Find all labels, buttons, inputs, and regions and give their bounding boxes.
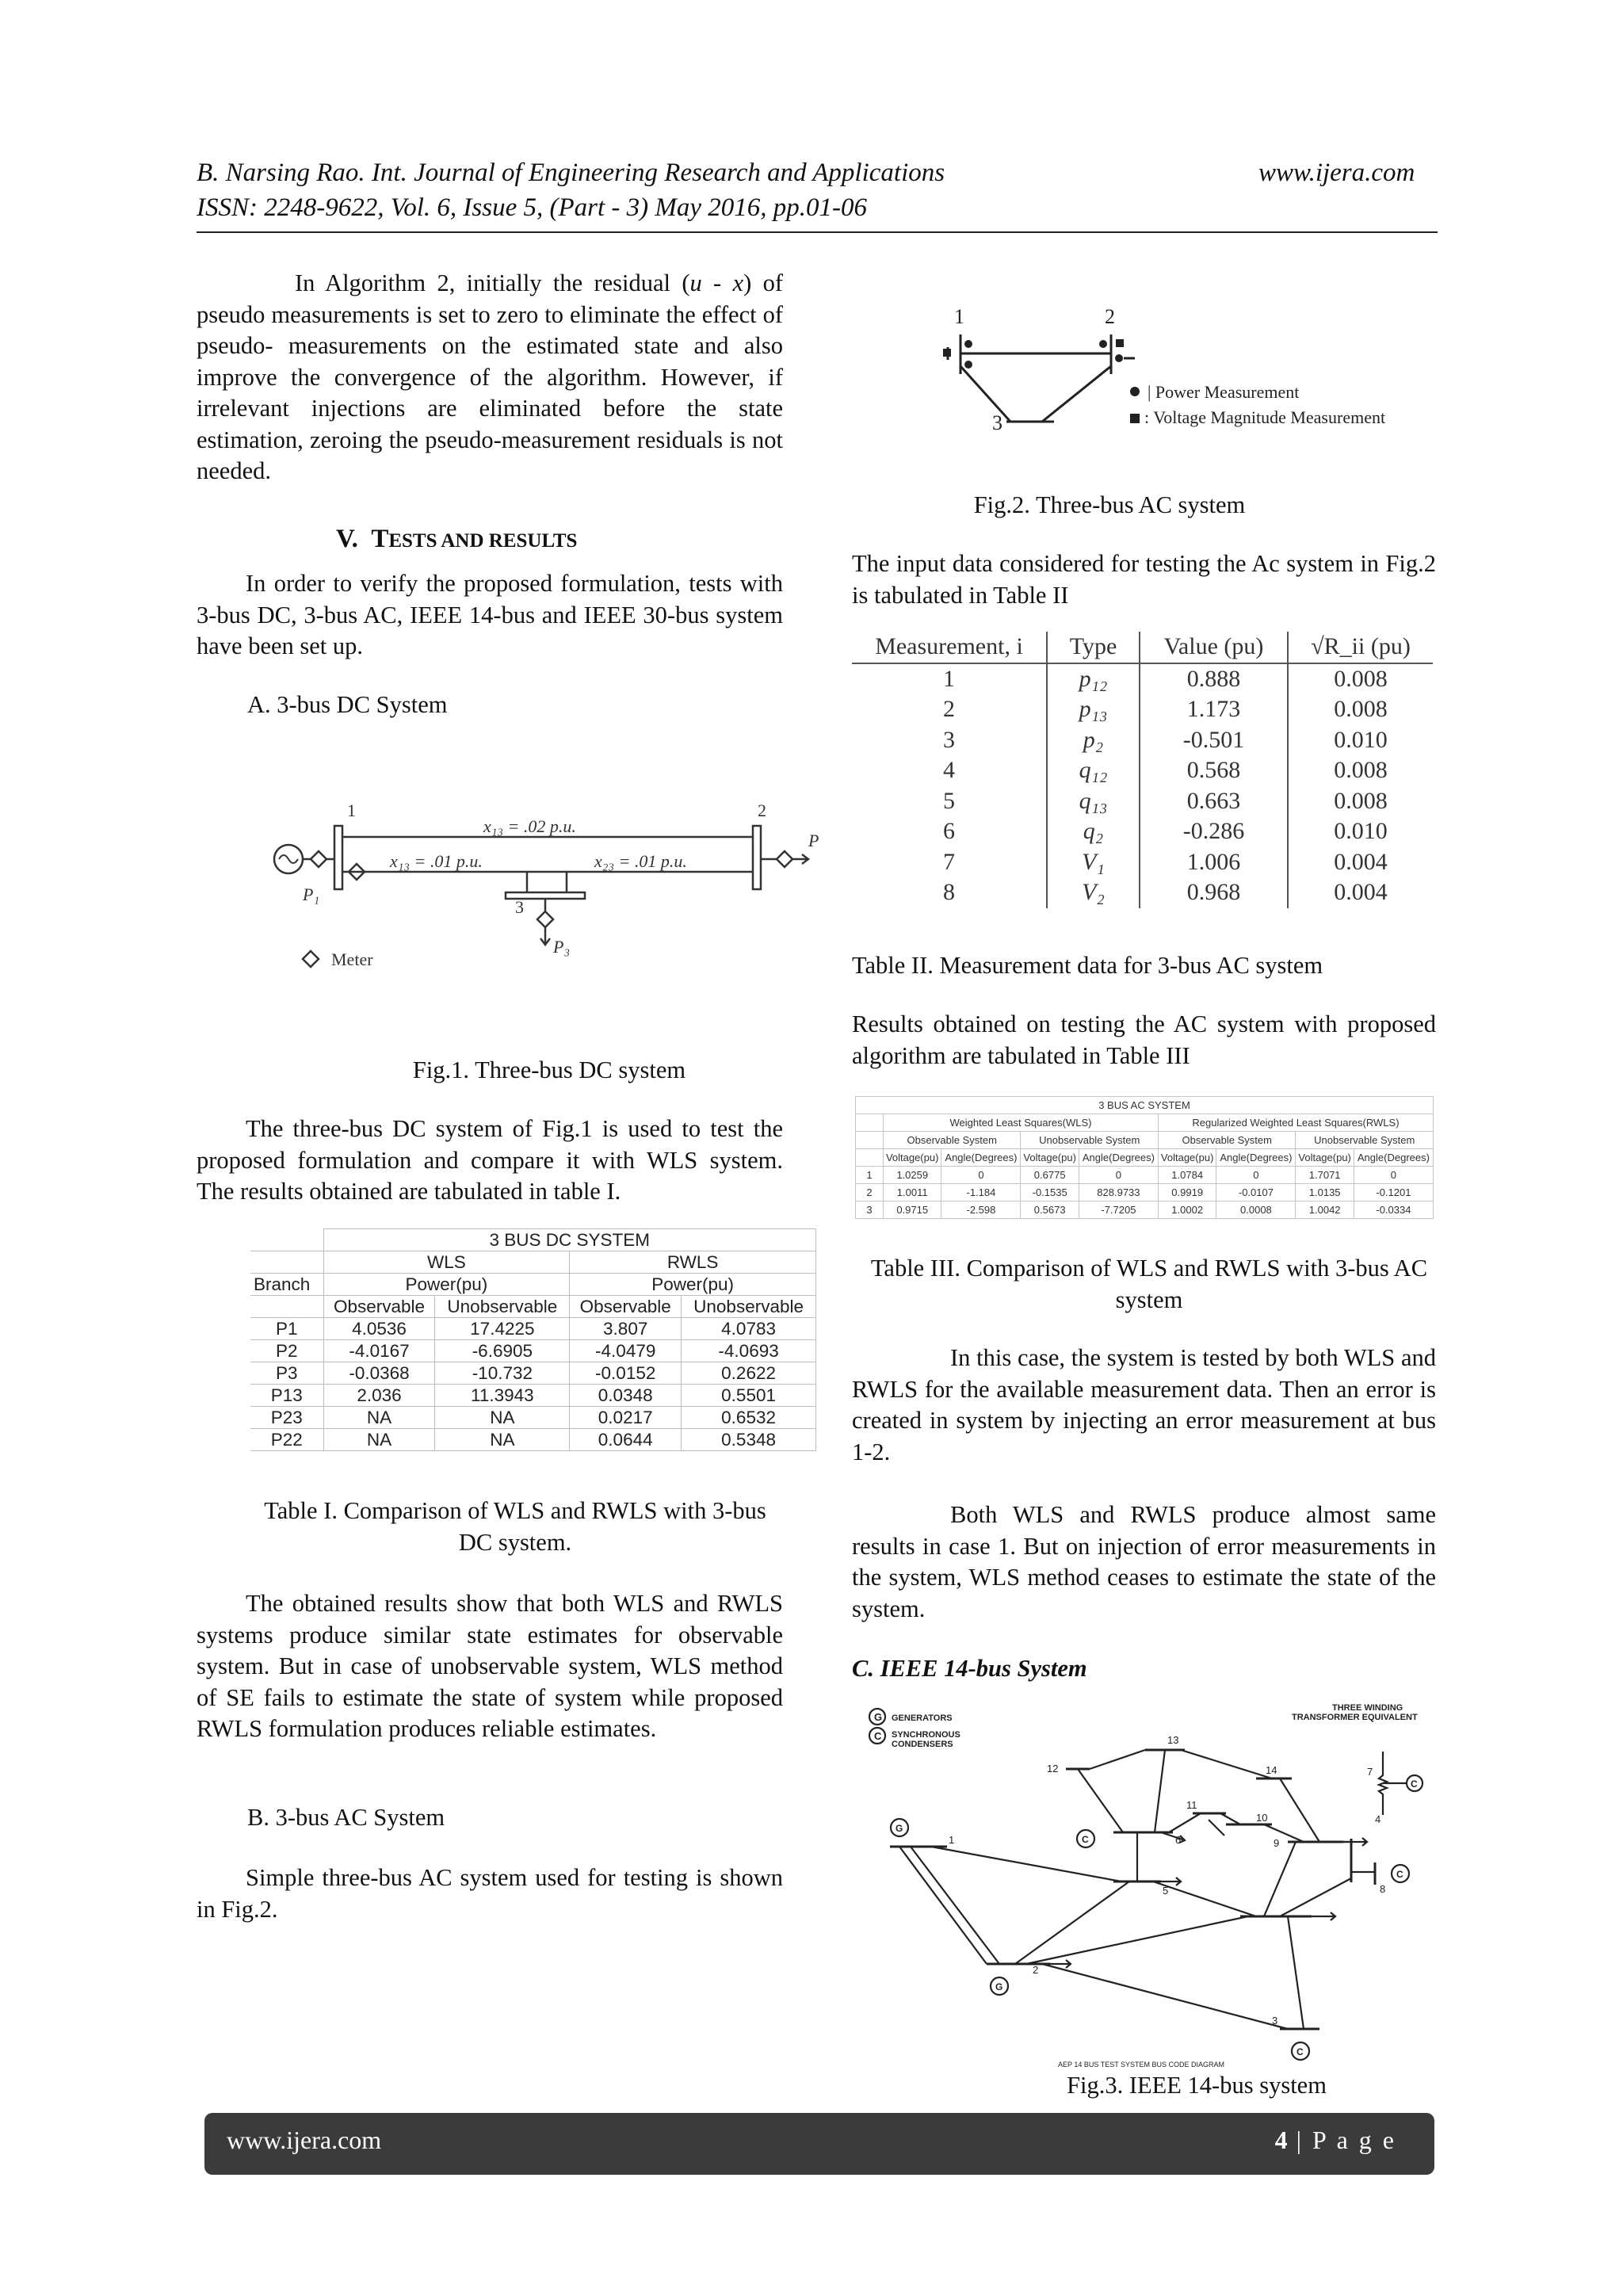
table1-cell: 4.0783 (682, 1318, 816, 1340)
table3-cell: 1 (856, 1167, 884, 1184)
table1-cell: NA (435, 1407, 570, 1429)
table1-cell: 4.0536 (323, 1318, 435, 1340)
table3-cell: 1.0259 (884, 1167, 941, 1184)
table3-cell: 1.0002 (1158, 1201, 1216, 1219)
table1-cell: 0.5501 (682, 1385, 816, 1407)
fig2-power-meter-icon (964, 340, 972, 348)
table1-rwls-obs: Observable (570, 1296, 682, 1318)
table1-cell: P1 (250, 1318, 323, 1340)
subsection-c: C. IEEE 14-bus System (852, 1655, 1087, 1682)
table1-branch-header: Branch (250, 1274, 323, 1296)
table2-cell: 1 (852, 663, 1047, 695)
para1-text-a: In Algorithm 2, initially the residual ( (295, 269, 690, 296)
fig2-bus1-label: 1 (954, 305, 964, 328)
para4-text: The obtained results show that both WLS and RWLS systems produce similar state estimates for observable system. But in case of unobservable system, WLS method of SE fails to estimate the state of system while proposed RWLS formulation produces reliable estimates. (197, 1590, 783, 1742)
section-title-rest: ESTS AND RESULTS (388, 530, 578, 552)
table2-cell: p₁₃ (1047, 694, 1140, 725)
fig3-caption: Fig.3. IEEE 14-bus system (1067, 2072, 1327, 2099)
section-heading (336, 525, 577, 554)
page-footer (204, 2113, 1434, 2175)
fig3-line-6-13 (1155, 1750, 1165, 1832)
fig2-power-meter-icon (964, 361, 972, 369)
table2-cell: 0.010 (1334, 726, 1388, 753)
para5-text: Simple three-bus AC system used for testing is shown in Fig.2. (197, 1864, 783, 1923)
fig3-line-12-13 (1090, 1750, 1145, 1769)
fig3-ieee14-diagram (860, 1696, 1454, 2073)
fig3-bus-label-12: 12 (1047, 1763, 1059, 1775)
table3-cell: 0.6775 (1021, 1167, 1079, 1184)
table2-cell: 7 (852, 847, 1047, 878)
fig3-line-4-5 (1153, 1881, 1256, 1916)
table-row (250, 1429, 816, 1451)
fig3-line-13-14 (1181, 1750, 1272, 1778)
table-2-measurement-data (852, 632, 1433, 908)
table3-cell: 0 (941, 1167, 1021, 1184)
fig3-bus-label-13: 13 (1167, 1734, 1179, 1746)
fig2-legend-voltage-label: : Voltage Magnitude Measurement (1144, 407, 1386, 427)
fig3-twe-line1: THREE WINDING (1332, 1703, 1403, 1713)
table3-title: 3 BUS AC SYSTEM (856, 1097, 1434, 1114)
table-row (852, 786, 1433, 817)
fig3-legend-c-letter: C (874, 1730, 882, 1742)
table2-cell: V₂ (1047, 877, 1140, 908)
para6-text: The input data considered for testing the Ac system in Fig.2 is tabulated in Table II (852, 550, 1436, 609)
table3-wls-unobs: Unobservable System (1021, 1132, 1158, 1149)
table3-cell: 2 (856, 1184, 884, 1201)
fig3-legend-generators: GENERATORS (892, 1713, 953, 1723)
table1-cell: -4.0479 (570, 1340, 682, 1362)
fig3-legend-synchronous: SYNCHRONOUS (892, 1730, 960, 1740)
left-para-1 (197, 268, 783, 487)
table-row (250, 1407, 816, 1429)
table2-cell: -0.501 (1140, 725, 1288, 756)
table-row (852, 816, 1433, 847)
table3-cell: 1.7071 (1296, 1167, 1354, 1184)
table2-cell: 0.004 (1334, 848, 1388, 875)
table3-cell: 1.0784 (1158, 1167, 1216, 1184)
fig3-line-9-14 (1280, 1778, 1319, 1842)
table3-cell: 828.9733 (1079, 1184, 1158, 1201)
table3-caption: Table III. Comparison of WLS and RWLS with 3-bus AC system (870, 1255, 1428, 1313)
table3-volt-header: Voltage(pu) (1021, 1149, 1079, 1167)
table2-cell: 0.008 (1334, 665, 1388, 692)
running-header-site: www.ijera.com (1258, 159, 1415, 187)
table3-cell: -0.1201 (1354, 1184, 1433, 1201)
fig2-power-meter-icon (1099, 340, 1107, 348)
fig1-x13-label: x₁₃ = .01 p.u. (390, 851, 483, 871)
para7-text: Results obtained on testing the AC system with proposed algorithm are tabulated in Table III (852, 1010, 1436, 1069)
table1-caption: Table I. Comparison of WLS and RWLS with 3-bus DC system. (264, 1497, 766, 1556)
table2-cell: 0.008 (1334, 787, 1388, 814)
fig3-line-4-9 (1264, 1842, 1296, 1916)
fig3-line-6-12 (1078, 1769, 1123, 1832)
table1-cell: NA (435, 1429, 570, 1451)
fig3-legend-g-letter: G (874, 1711, 883, 1723)
table2-cell: 0.010 (1334, 818, 1388, 845)
table1-cell: 3.807 (570, 1318, 682, 1340)
table1-cell: -0.0368 (323, 1362, 435, 1385)
table1-cell: 17.4225 (435, 1318, 570, 1340)
table1-cell: 0.5348 (682, 1429, 816, 1451)
fig2-ac-system-diagram (927, 303, 1482, 453)
fig1-meter-legend-icon (303, 951, 319, 967)
left-para-2 (197, 568, 783, 663)
table2-cell: 8 (852, 877, 1047, 908)
table3-rwls-unobs: Unobservable System (1296, 1132, 1434, 1149)
table2-cell: -0.286 (1140, 816, 1288, 847)
fig1-meter-p1-icon (311, 851, 327, 867)
fig3-line-9-10 (1264, 1824, 1304, 1842)
table3-cell: 1.0011 (884, 1184, 941, 1201)
table-row (250, 1362, 816, 1385)
section-number: V. (336, 525, 358, 553)
table2-cell: 0.968 (1140, 877, 1288, 908)
table1-cell: NA (323, 1429, 435, 1451)
fig3-bus-label-3: 3 (1272, 2015, 1278, 2027)
fig3-bus-label-14: 14 (1266, 1764, 1277, 1776)
subsection-a: A. 3-bus DC System (247, 691, 448, 718)
fig1-p2-label: P (808, 831, 819, 850)
fig3-line-6-11 (1169, 1813, 1201, 1832)
table3-cell: 0 (1079, 1167, 1158, 1184)
para1-math-ux: u - x (689, 269, 744, 296)
table3-cell: -2.598 (941, 1201, 1021, 1219)
table2-header-rii: √R_ii (pu) (1288, 632, 1433, 663)
table3-rwls-obs: Observable System (1158, 1132, 1295, 1149)
fig3-line-2-3 (1042, 1964, 1288, 2029)
table1-cell: 0.6532 (682, 1407, 816, 1429)
fig2-voltage-meter-1-icon (943, 349, 951, 357)
table1-wls-unobs: Unobservable (435, 1296, 570, 1318)
table-row (852, 694, 1433, 725)
para3-text: The three-bus DC system of Fig.1 is used to test the proposed formulation and compare it with WLS system. The results obtained are tabulated in table I. (197, 1115, 783, 1205)
table1-cell: 0.0644 (570, 1429, 682, 1451)
fig1-p3-label: P₃ (553, 937, 571, 957)
right-para-7 (852, 1009, 1436, 1072)
table2-cell: 0.004 (1334, 879, 1388, 906)
table-row (852, 847, 1433, 878)
table2-cell: 0.568 (1140, 755, 1288, 786)
para1-text-b: ) of pseudo measurements is set to zero to eliminate the effect of pseudo- measurements on the estimated state and also improve the convergence of the algorithm. However, if irrelevant injections are eliminated before the state estimation, zeroing the pseudo-measurement residuals is not needed. (197, 269, 783, 484)
table2-cell: 3 (852, 725, 1047, 756)
table1-rwls-power: Power(pu) (570, 1274, 816, 1296)
section-title-initial: T (371, 525, 389, 553)
table-row (250, 1340, 816, 1362)
table2-cell: p₁₂ (1047, 663, 1140, 695)
table3-volt-header: Voltage(pu) (1296, 1149, 1354, 1167)
left-para-4 (197, 1588, 783, 1745)
para8-text: In this case, the system is tested by both WLS and RWLS for the available measurement data. Then an error is created in system by injecting an error measurement at bus 1-2. (852, 1344, 1436, 1465)
table2-cell: q₁₂ (1047, 755, 1140, 786)
fig1-p1-label: P₁ (303, 884, 320, 904)
fig2-legend-power-icon (1130, 387, 1140, 396)
table2-cell: 1.006 (1140, 847, 1288, 878)
left-para-3 (197, 1114, 783, 1208)
table3-wls-obs: Observable System (884, 1132, 1021, 1149)
table2-cell: 0.888 (1140, 663, 1288, 695)
table1-cell: P2 (250, 1340, 323, 1362)
table2-header-measurement: Measurement, i (852, 632, 1047, 663)
fig2-bus3-label: 3 (992, 411, 1002, 434)
fig2-line-13 (960, 366, 1010, 422)
fig3-line-2-5 (1015, 1881, 1129, 1964)
fig2-caption: Fig.2. Three-bus AC system (973, 491, 1246, 518)
table1-cell: -10.732 (435, 1362, 570, 1385)
table1-cell: 0.2622 (682, 1362, 816, 1385)
fig3-bus-label-5: 5 (1163, 1885, 1169, 1897)
fig3-line-1-2 (899, 1847, 987, 1964)
fig3-legend-condensers: CONDENSERS (892, 1740, 953, 1749)
table1-cell: 0.0348 (570, 1385, 682, 1407)
fig3-bus-label-1: 1 (949, 1834, 955, 1846)
table3-cell: 0.0008 (1216, 1201, 1296, 1219)
fig1-meter-p3-icon (537, 911, 553, 927)
table3-rwls-header: Regularized Weighted Least Squares(RWLS) (1158, 1114, 1433, 1132)
fig3-cond3-letter: C (1296, 2046, 1304, 2057)
table3-cell: 0.9715 (884, 1201, 941, 1219)
fig3-bus-label-10: 10 (1256, 1812, 1268, 1824)
fig3-cond8-letter: C (1396, 1869, 1403, 1880)
table2-cell: 0.008 (1334, 757, 1388, 784)
fig2-legend-power-label: | Power Measurement (1148, 382, 1300, 402)
para2-text: In order to verify the proposed formulation, tests with 3-bus DC, 3-bus AC, IEEE 14-bus and IEEE 30-bus system have been set up. (197, 570, 783, 659)
table2-cell: 0.008 (1334, 696, 1388, 723)
table2-cell: q₂ (1047, 816, 1140, 847)
table-row (852, 725, 1433, 756)
table-3-ac-results (855, 1096, 1434, 1219)
table3-wls-header: Weighted Least Squares(WLS) (884, 1114, 1159, 1132)
fig1-bus2-label: 2 (758, 800, 766, 820)
table2-caption (852, 950, 1436, 982)
table1-cell: 11.3943 (435, 1385, 570, 1407)
fig1-bus3-label: 3 (515, 897, 524, 917)
fig3-bus-label-8: 8 (1380, 1883, 1386, 1895)
para9-text: Both WLS and RWLS produce almost same results in case 1. But on injection of error measurements in the system, WLS method ceases to estimate the state of the system. (852, 1501, 1436, 1622)
fig2-line-23 (1042, 366, 1111, 422)
table1-rwls-header: RWLS (570, 1251, 816, 1274)
table1-rwls-unobs: Unobservable (682, 1296, 816, 1318)
table1-cell: P13 (250, 1385, 323, 1407)
fig3-line-10-11 (1220, 1813, 1240, 1824)
table3-cell: 3 (856, 1201, 884, 1219)
table-row (852, 877, 1433, 908)
table3-angle-header: Angle(Degrees) (1079, 1149, 1158, 1167)
table-row (852, 755, 1433, 786)
fig2-voltage-meter-2-icon (1116, 339, 1124, 347)
fig3-line-1-5 (931, 1847, 1121, 1881)
fig3-bus-label-9: 9 (1274, 1837, 1280, 1849)
table3-cell: 0 (1354, 1167, 1433, 1184)
table-row (250, 1318, 816, 1340)
fig1-dc-system-diagram (254, 793, 872, 975)
table3-angle-header: Angle(Degrees) (1216, 1149, 1296, 1167)
table3-cell: -0.0107 (1216, 1184, 1296, 1201)
table1-wls-obs: Observable (323, 1296, 435, 1318)
right-para-8 (852, 1343, 1436, 1468)
table1-cell: -4.0693 (682, 1340, 816, 1362)
fig1-caption: Fig.1. Three-bus DC system (412, 1056, 686, 1083)
table2-cell: 6 (852, 816, 1047, 847)
table1-cell: P22 (250, 1429, 323, 1451)
fig1-bus1-bar (334, 826, 342, 889)
table1-title: 3 BUS DC SYSTEM (323, 1229, 815, 1251)
fig1-meter-legend-label: Meter (331, 949, 373, 969)
table2-cell: 2 (852, 694, 1047, 725)
table1-wls-header: WLS (323, 1251, 570, 1274)
header-rule (197, 231, 1438, 233)
table-row (852, 663, 1433, 695)
table-row (856, 1167, 1434, 1184)
table2-cell: V₁ (1047, 847, 1140, 878)
table3-cell: -0.1535 (1021, 1184, 1079, 1201)
table1-cell: 2.036 (323, 1385, 435, 1407)
table2-caption-text: Table II. Measurement data for 3-bus AC system (852, 952, 1323, 979)
fig3-bus-label-11: 11 (1186, 1799, 1197, 1811)
fig3-gen2-letter: G (995, 1981, 1003, 1992)
fig1-bus2-bar (753, 826, 761, 889)
fig3-bus-label-4: 4 (1375, 1813, 1381, 1825)
table-row (250, 1385, 816, 1407)
table1-cell: NA (323, 1407, 435, 1429)
fig3-line-3-4 (1288, 1916, 1304, 2029)
fig3-cond8-top-letter: C (1411, 1778, 1418, 1790)
table2-cell: 1.173 (1140, 694, 1288, 725)
table1-cell: P23 (250, 1407, 323, 1429)
table1-cell: -0.0152 (570, 1362, 682, 1385)
table3-cell: 1.0135 (1296, 1184, 1354, 1201)
fig1-meter-p2-icon (777, 851, 792, 867)
fig3-bus-label-7: 7 (1367, 1766, 1373, 1778)
table3-cell: -0.0334 (1354, 1201, 1433, 1219)
table1-cell: 0.0217 (570, 1407, 682, 1429)
table-1-dc-results (250, 1228, 816, 1451)
running-header-journal: B. Narsing Rao. Int. Journal of Engineering Research and Applications (197, 159, 945, 187)
table3-cell: 0 (1216, 1167, 1296, 1184)
fig3-cond6-letter: C (1082, 1834, 1089, 1845)
table2-cell: 0.663 (1140, 786, 1288, 817)
table3-cell: 0.9919 (1158, 1184, 1216, 1201)
fig1-bus1-label: 1 (347, 800, 356, 820)
table3-cell: 0.5673 (1021, 1201, 1079, 1219)
table3-volt-header: Voltage(pu) (884, 1149, 941, 1167)
footer-page-label: | P a g e (1296, 2126, 1396, 2154)
footer-page-number (1275, 2126, 1396, 2155)
running-header-issn: ISSN: 2248-9622, Vol. 6, Issue 5, (Part - 3) May 2016, pp.01-06 (197, 193, 867, 222)
fig2-power-meter-icon (1115, 354, 1123, 362)
fig2-bus2-label: 2 (1105, 305, 1115, 328)
table2-cell: 5 (852, 786, 1047, 817)
fig1-x23-label: x₂₃ = .01 p.u. (594, 851, 687, 871)
table1-cell: -6.6905 (435, 1340, 570, 1362)
fig3-line-2-4 (1026, 1916, 1248, 1964)
table2-header-value: Value (pu) (1140, 632, 1288, 663)
left-para-5 (197, 1862, 783, 1925)
fig3-bus-label-6: 6 (1175, 1834, 1182, 1846)
table1-cell: P3 (250, 1362, 323, 1385)
footer-page-num: 4 (1274, 2126, 1288, 2154)
fig3-twe-line2: TRANSFORMER EQUIVALENT (1292, 1713, 1418, 1722)
table1-cell: -4.0167 (323, 1340, 435, 1362)
fig3-line-4-7 (1280, 1878, 1351, 1916)
table-row (856, 1184, 1434, 1201)
subsection-b: B. 3-bus AC System (247, 1804, 445, 1831)
table3-cell: -7.7205 (1079, 1201, 1158, 1219)
table2-cell: p₂ (1047, 725, 1140, 756)
table2-header-type: Type (1047, 632, 1140, 663)
fig3-gen1-letter: G (896, 1823, 903, 1834)
fig2-legend-voltage-icon (1130, 414, 1140, 423)
fig1-x13-top-label: x₁₃ = .02 p.u. (483, 816, 576, 836)
right-para-9 (852, 1499, 1436, 1625)
table3-cell: -1.184 (941, 1184, 1021, 1201)
table3-angle-header: Angle(Degrees) (1354, 1149, 1433, 1167)
table3-angle-header: Angle(Degrees) (941, 1149, 1021, 1167)
table3-cell: 1.0042 (1296, 1201, 1354, 1219)
table2-cell: 4 (852, 755, 1047, 786)
right-para-6 (852, 548, 1436, 611)
table1-wls-power: Power(pu) (323, 1274, 570, 1296)
table3-volt-header: Voltage(pu) (1158, 1149, 1216, 1167)
table-row (856, 1201, 1434, 1219)
fig3-bus-label-2: 2 (1033, 1964, 1039, 1976)
table2-cell: q₁₃ (1047, 786, 1140, 817)
footer-site: www.ijera.com (227, 2126, 382, 2154)
fig3-note: AEP 14 BUS TEST SYSTEM BUS CODE DIAGRAM (1058, 2061, 1225, 2069)
